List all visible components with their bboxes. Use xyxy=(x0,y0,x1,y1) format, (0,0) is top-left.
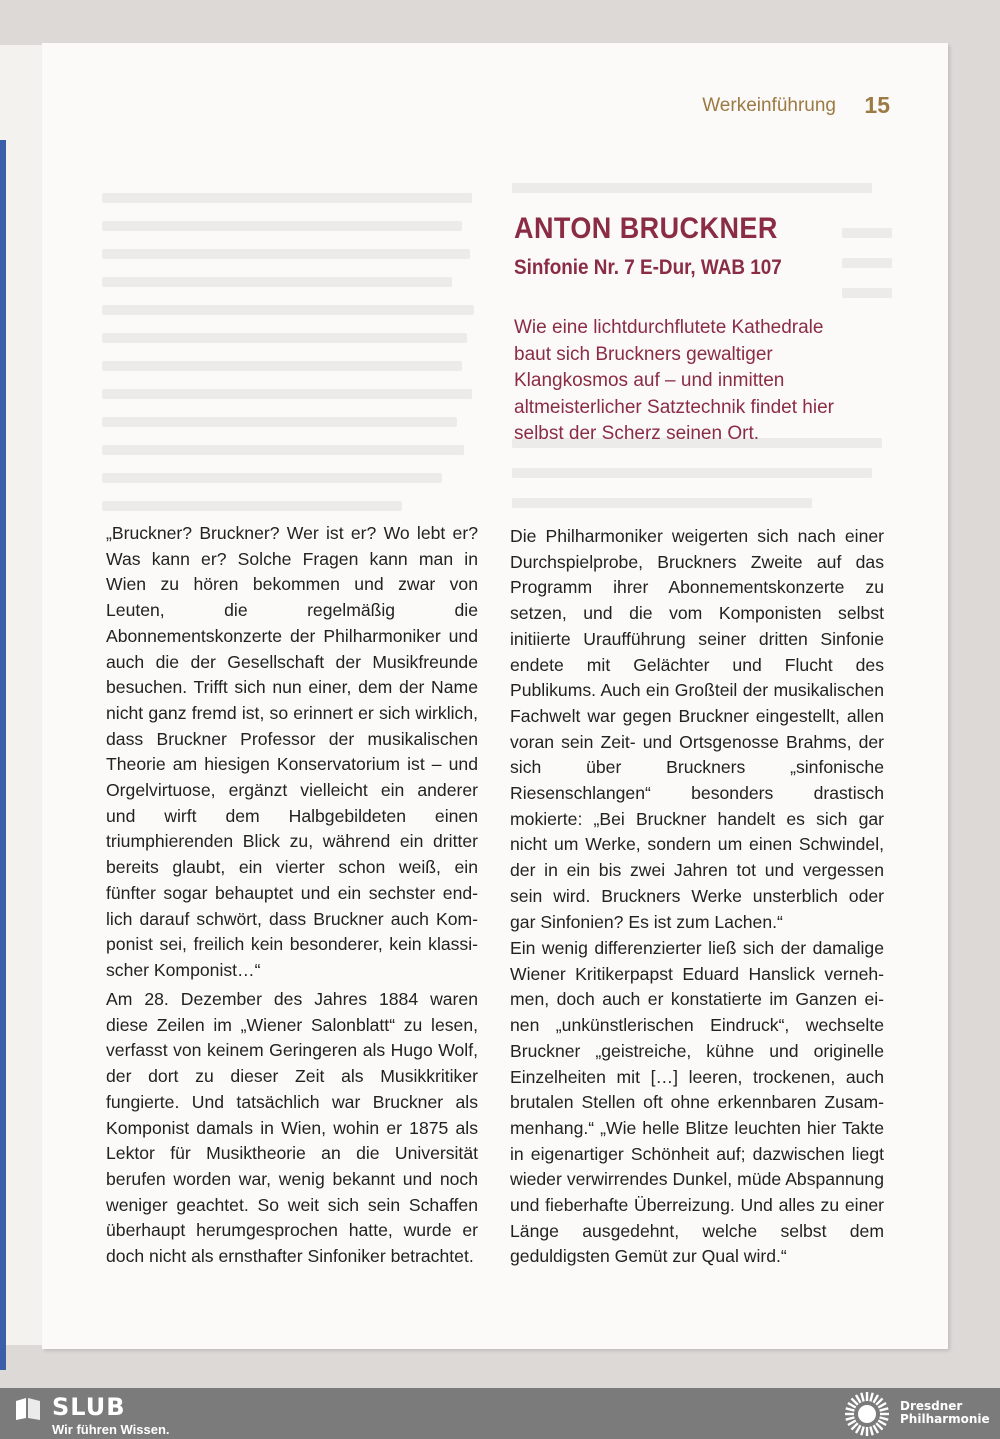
logo-ray xyxy=(879,1416,888,1421)
bleed-through-line xyxy=(842,228,892,238)
right-paragraph-2: Ein wenig differenzierter ließ sich der damalige Wiener Kritikerpapst Eduard Hanslick vernehmen, doch auch er konstatierte im Ganzen einen „unkünstlerischen Eindruck“, wechselte Bruckner „geistreiche, kühne und originelle Einzelheiten mit […] leeren, trockenen, auch brutalen Stellen oft ohne erkennbaren Zusammenhang.“ „Wie helle Blitze leuchten hier Takte in eigenartiger Schönheit auf; dazwischen liegt wieder verwirrendes Dunkel, müde Abspannung und fieberhafte Überreizung. Und alles zu einer Länge ausgedehnt, welche selbst dem geduldigsten Gemüt zur Qual wird.“ xyxy=(510,938,884,1267)
previous-page-blue-stripe xyxy=(0,140,6,1370)
logo-ray xyxy=(880,1413,889,1415)
left-paragraph-1: „Bruckner? Bruckner? Wer ist er? Wo lebt er? Was kann er? Solche Fragen kann man in Wien zu hören bekommen und zwar von Leuten, die regelmäßig die Abonnementskonzerte der Philharmoniker und auch die der Gesellschaft der Musikfreunde besuchen. Trifft sich nun einer, dem der Name nicht ganz fremd ist, so erinnert er sich wirklich, dass Bruckner Professor der musikalischen Theorie am hiesigen Konservatorium ist – und Orgelvirtuose, ergänzt vielleicht ein anderer und wirft dem Halbgebildeten einen triumphierenden Blick zu, während ein dritter bereits glaubt, ein vierter schon weiß, ein fünfter sogar behauptet und ein sechster endlich darauf schwört, dass Bruckner auch Komponist sei, freilich kein besonderer, kein klassischer Komponist…“ xyxy=(106,523,478,980)
bleed-through-line xyxy=(102,473,442,483)
bleed-through-line xyxy=(512,183,872,193)
bleed-through-line xyxy=(102,277,452,287)
partner-name-line-1: Dresdner xyxy=(900,1399,963,1413)
bleed-through-line xyxy=(102,221,462,231)
partner-name[interactable] xyxy=(900,1400,990,1426)
bleed-through-line xyxy=(102,417,457,427)
bleed-through-line xyxy=(512,498,812,508)
article-teaser: Wie eine lichtdurchflutete Kathedrale baut sich Bruckners gewaltiger Klangkosmos auf – und inmitten altmeisterlicher Satztechnik findet hier selbst der Scherz seinen Ort. xyxy=(514,317,834,444)
article-title: ANTON BRUCKNER xyxy=(514,212,778,245)
slub-book-icon[interactable] xyxy=(14,1397,42,1421)
logo-ray xyxy=(866,1427,868,1436)
bleed-through-line xyxy=(102,389,472,399)
running-header-section: Werkeinführung xyxy=(702,95,836,116)
bleed-through-line xyxy=(102,249,470,259)
logo-ray xyxy=(845,1407,854,1412)
previous-page-edge xyxy=(0,45,43,1345)
left-paragraph-2: Am 28. Dezember des Jahres 1884 waren diese Zeilen im „Wiener Salonblatt“ zu lesen, verfasst von keinem Geringeren als Hugo Wolf, der dort zu dieser Zeit als Musikkritiker fungierte. Und tatsächlich war Bruckner als Komponist damals in Wien, wohin er 1875 als Lektor für Musiktheorie an die Universität berufen worden war, wenig bekannt und noch weniger geachtet. So weit sich sein Schaffen überhaupt herumgesprochen hatte, wurde er doch nicht als ernsthafter Sinfoniker betrachtet. xyxy=(106,989,478,1267)
logo-ray xyxy=(869,1426,874,1435)
logo-ray xyxy=(879,1407,888,1412)
partner-name-line-2: Philharmonie xyxy=(900,1412,990,1426)
logo-ray xyxy=(866,1392,868,1401)
bleed-through-line xyxy=(842,288,892,298)
dresdner-philharmonie-logo-icon[interactable] xyxy=(842,1391,892,1437)
bleed-through-line xyxy=(102,445,464,455)
article-subtitle: Sinfonie Nr. 7 E-Dur, WAB 107 xyxy=(514,256,782,279)
logo-ray xyxy=(860,1426,865,1435)
library-name[interactable]: SLUB xyxy=(52,1393,126,1421)
logo-ray xyxy=(845,1416,854,1421)
viewer-footer xyxy=(0,1388,1000,1439)
bleed-through-line xyxy=(512,468,872,478)
bleed-through-line xyxy=(102,333,467,343)
page-number: 15 xyxy=(864,92,890,118)
bleed-through-line xyxy=(102,305,474,315)
logo-ray xyxy=(869,1392,874,1401)
logo-ray xyxy=(860,1392,865,1401)
logo-ray xyxy=(845,1413,854,1415)
right-paragraph-1: Die Philharmoniker weigerten sich nach einer Durchspielprobe, Bruckners Zweite auf das Programm ihrer Abonnementskonzerte zu setzen, und die vom Komponisten selbst initiierte Uraufführung seiner dritten Sinfonie endete mit Gelächter und Flucht des Publikums. Auch ein Großteil der musikalischen Fachwelt war gegen Bruckner eingestellt, allen voran sein Zeit- und Ortsgenosse Brahms, der sich über Bruckners „sinfonische Riesenschlangen“ besonders drastisch mokierte: „Bei Bruckner handelt es sich gar nicht um Werke, sondern um einen Schwindel, der in ein bis zwei Jahren tot und vergessen sein wird. Bruckners Werke unsterblich oder gar Sinfonien? Es ist zum Lachen.“ xyxy=(510,526,884,932)
library-motto: Wir führen Wissen. xyxy=(52,1422,170,1437)
bleed-through-line xyxy=(102,361,462,371)
bleed-through-line xyxy=(102,501,402,511)
bleed-through-line xyxy=(102,193,472,203)
bleed-through-line xyxy=(842,258,892,268)
